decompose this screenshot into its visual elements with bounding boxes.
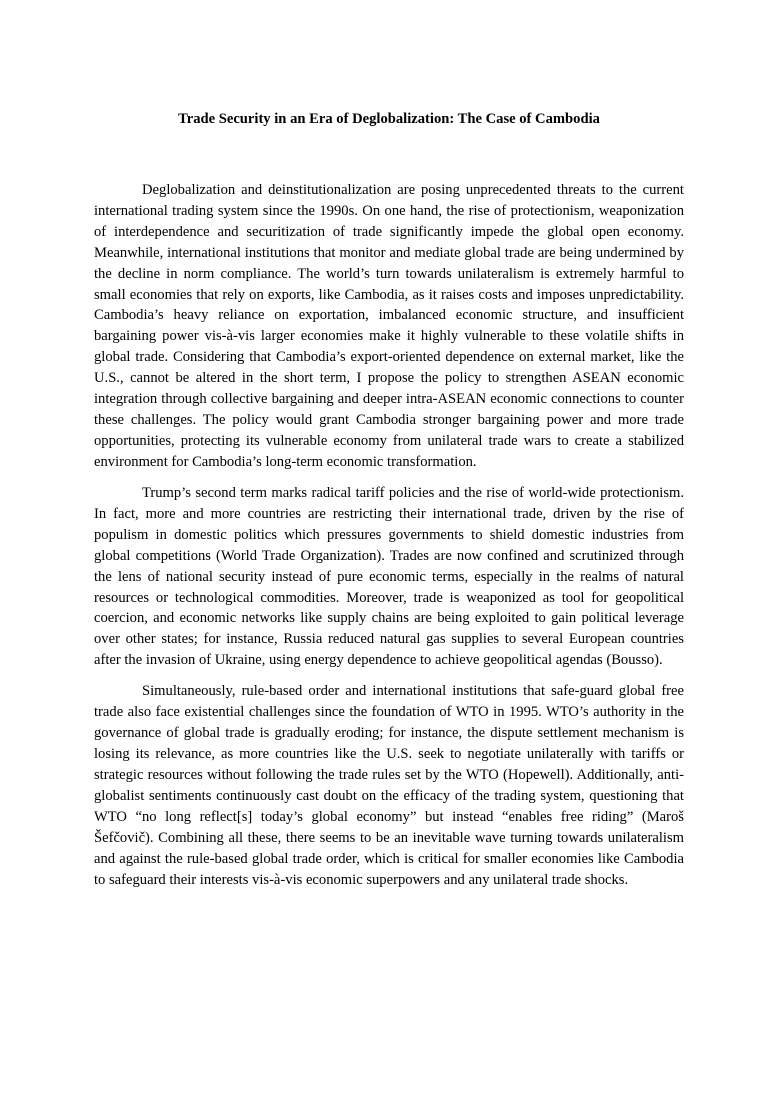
paragraph-2: Trump’s second term marks radical tariff policies and the rise of world-wide protectionism. In fact, more and more countries are restricting their international trade, driven by the rise of populism in domestic politics which pressures governments to shield domestic industries from global competitions (World Trade Organization). Trades are now confined and scrutinized through the lens of national security instead of pure economic terms, especially in the realms of natural resources or technological commodities. Moreover, trade is weaponized as tool for geopolitical coercion, and economic networks like supply chains are being exploited to gain political leverage over other states; for instance, Russia reduced natural gas supplies to several European countries after the invasion of Ukraine, using energy dependence to achieve geopolitical agendas (Bousso). xyxy=(94,484,684,669)
paragraph-1: Deglobalization and deinstitutionalization are posing unprecedented threats to the current international trading system since the 1990s. On one hand, the rise of protectionism, weaponization of interdependence and securitization of trade significantly impede the global open economy. Meanwhile, international institutions that monitor and mediate global trade are being undermined by the decline in norm compliance. The world’s turn towards unilateralism is extremely harmful to small economies that rely on exports, like Cambodia, as it raises costs and imposes unpredictability. Cambodia’s heavy reliance on exportation, imbalanced economic structure, and insufficient bargaining power vis-à-vis larger economies make it highly vulnerable to these volatile shifts in global trade. Considering that Cambodia’s export-oriented dependence on external market, like the U.S., cannot be altered in the short term, I propose the policy to strengthen ASEAN economic integration through collective bargaining and deeper intra-ASEAN economic connections to counter these challenges. The policy would grant Cambodia stronger bargaining power and more trade opportunities, protecting its vulnerable economy from unilateral trade wars to create a stabilized environment for Cambodia’s long-term economic transformation. xyxy=(94,182,684,470)
paragraph-3: Simultaneously, rule-based order and international institutions that safe-guard global free trade also face existential challenges since the foundation of WTO in 1995. WTO’s authority in the governance of global trade is gradually eroding; for instance, the dispute settlement mechanism is losing its relevance, as more countries like the U.S. seek to negotiate unilaterally with tariffs or strategic resources without following the trade rules set by the WTO (Hopewell). Additionally, anti-globalist sentiments continuously cast doubt on the efficacy of the trading system, questioning that WTO “no long reflect[s] today’s global economy” but instead “enables free riding” (Maroš Šefčovič). Combining all these, there seems to be an inevitable wave turning towards unilateralism and against the rule-based global trade order, which is critical for smaller economies like Cambodia to safeguard their interests vis-à-vis economic superpowers and any unilateral trade shocks. xyxy=(94,683,684,888)
document-title: Trade Security in an Era of Deglobalization: The Case of Cambodia xyxy=(178,111,600,127)
document-body xyxy=(94,180,684,901)
